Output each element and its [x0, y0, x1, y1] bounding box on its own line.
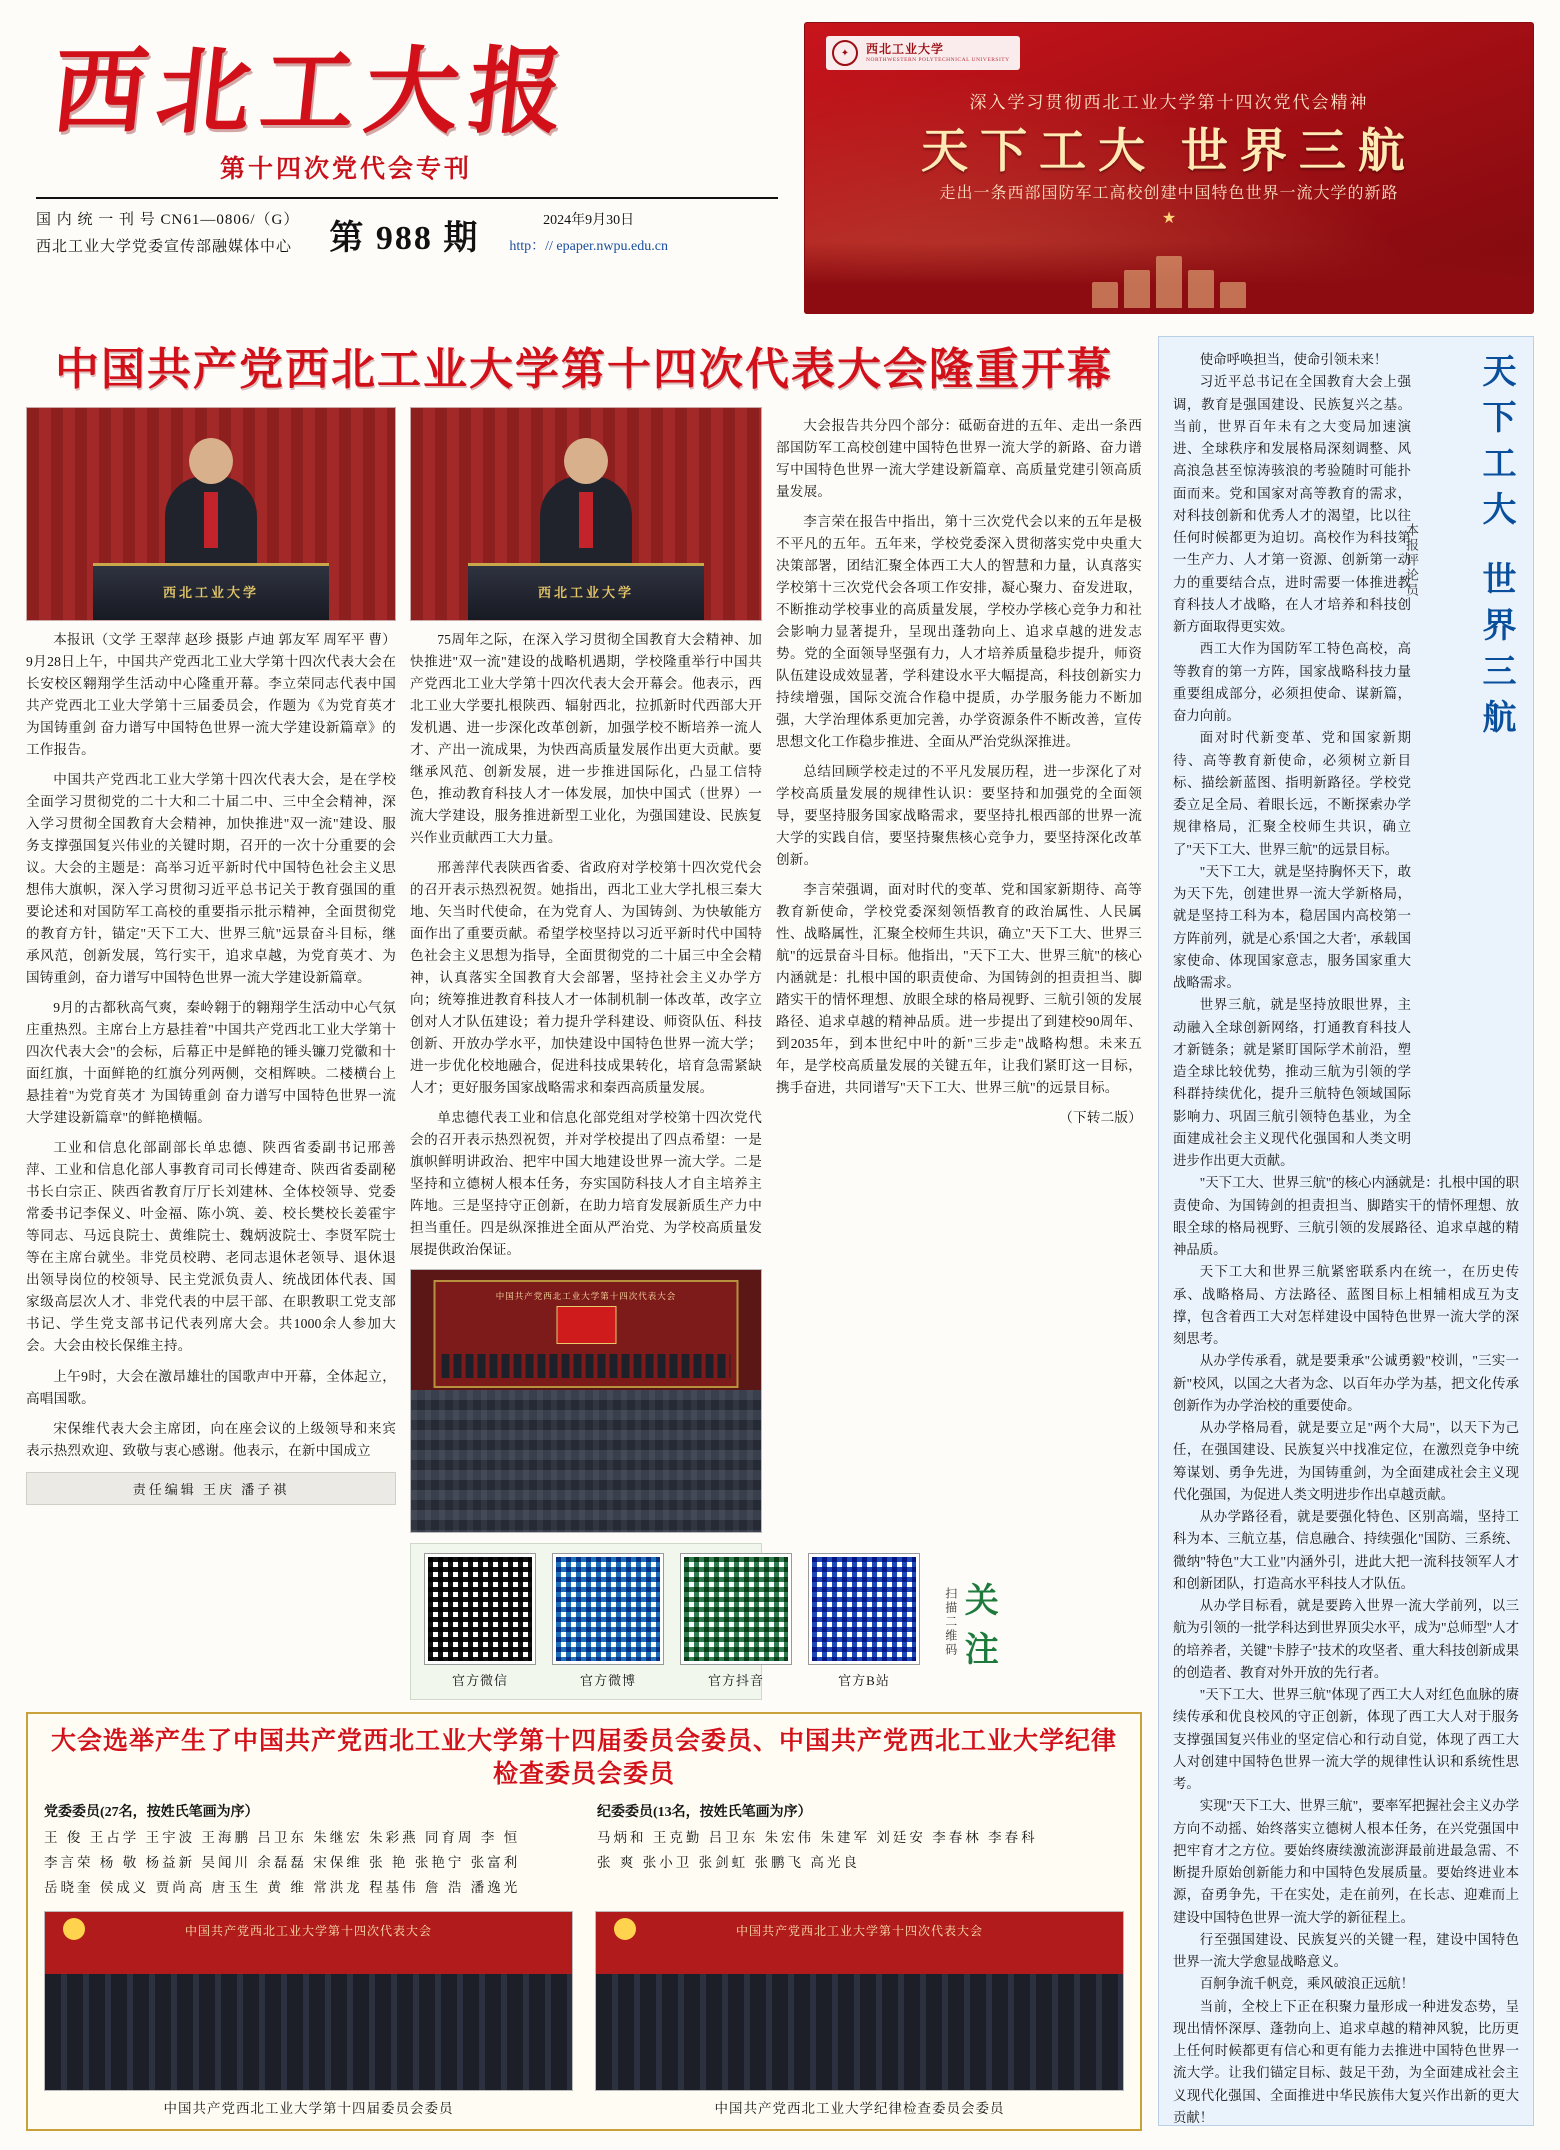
photo-speaker-1: [26, 407, 396, 621]
name-line: 马炳和 王克勤 吕卫东 朱宏伟 朱建军 刘廷安 李春林 李春科: [597, 1830, 1038, 1846]
group-photo-image: [44, 1911, 573, 2091]
commentary-column: [1158, 336, 1534, 2126]
group-photo-party-committee: [44, 1911, 573, 2117]
article-column-1: [26, 407, 396, 1700]
podium-label: 西北工业大学: [162, 585, 259, 600]
newspaper-subtitle: 第十四次党代会专刊: [219, 156, 472, 184]
commentary-paragraph: 西工大作为国防军工特色高校，高等教育的第一方阵，国家战略科技力量重要组成部分，必须担使命、谋新篇，奋力向前。: [1173, 641, 1411, 723]
scan-hint-text: 扫描二维码: [943, 1586, 958, 1657]
commentary-paragraph: 从办学路径看，就是要强化特色、区别高端，坚持工科为本、三航立基，信息融合、持续强化"国防、三系统、微纳"特色"大工业"内涵外引，进此大把一流科技领军人才和创新团队，打造高水平科技人才队伍。: [1173, 1509, 1519, 1591]
group-photo-banner: 中国共产党西北工业大学第十四次代表大会: [184, 1924, 432, 1939]
election-name-lists: [44, 1801, 1124, 1901]
star-icon: ★: [1161, 210, 1177, 227]
banner-slogan: 天下工大 世界三航: [921, 126, 1417, 178]
qr-label: 官方微博: [579, 1673, 636, 1689]
masthead-info-right: [509, 208, 668, 261]
masthead-info: [26, 199, 786, 261]
qr-code-row: [410, 1543, 1001, 1700]
qr-label: 官方B站: [838, 1673, 890, 1689]
commentary-paragraph: "天下工大、世界三航"的核心内涵就是：扎根中国的职责使命、为国铸剑的担责担当、脚踏实干的情怀理想、放眼全球的格局视野、三航引领的发展路径、追求卓越的精神品质。: [1173, 1175, 1519, 1257]
university-logo: [826, 36, 1020, 70]
group-photo-caption: 中国共产党西北工业大学纪律检查委员会委员: [714, 2101, 1005, 2117]
page-body: [26, 336, 1534, 2126]
group-photo-banner: 中国共产党西北工业大学第十四次代表大会: [735, 1924, 983, 1939]
commentary-paragraph: 行至强国建设、民族复兴的关键一程，建设中国特色世界一流大学愈显战略意义。: [1173, 1931, 1519, 1969]
group-photo-people: [596, 1974, 1123, 2090]
qr-label: 官方抖音: [707, 1673, 764, 1689]
photo-speaker-2: [410, 407, 762, 621]
newspaper-title: 西北工大报: [47, 37, 579, 147]
banner-line-top: 深入学习贯彻西北工业大学第十四次党代会精神: [969, 93, 1369, 112]
photo-person: [165, 476, 257, 572]
banner-gate-icon: [1092, 256, 1246, 308]
article-paragraph: 李言荣强调，面对时代的变革、党和国家新期待、高等教育新使命，学校党委深刻领悟教育的政治属性、人民属性、战略属性，汇聚全校师生共识，确立"天下工大、世界三航"的远景奋斗目标。他指出，"天下工大、世界三航"的核心内涵就是：扎根中国的职责使命、为国铸剑的担责担当、脚踏实干的情怀理想、放眼全球的格局视野、三航引领的发展路径、追求卓越的精神品质。进一步提出了到建校90周年、到2035年，到本世纪中叶的新"三步走"战略构想。未来五年，是学校高质量发展的关键五年，让我们紧盯这一目标，携手奋进，共同谱写"天下工大、世界三航"的远景目标。: [776, 882, 1142, 1096]
article-paragraph: 李言荣在报告中指出，第十三次党代会以来的五年是极不平凡的五年。五年来，学校党委深入贯彻落实党中央重大决策部署，团结汇聚全体西工大人的智慧和力量，认真落实学校第十三次党代会各项工作安排，凝心聚力、奋发进取，不断推动学校事业的高质量发展，学校办学核心竞争力和社会影响力显著提升，呈现出蓬勃向上、追求卓越的进发志势。党的全面领导坚强有力，人才培养质量稳步提升，师资队伍建设成效显著，学科建设水平大幅提高，科技创新实力持续增强，国际交流合作稳中提质，办学服务能力不断加强，大学治理体系更加完善，办学资源条件不断改善，宣传思想文化工作稳步推进、全面从严治党纵深推进。: [776, 514, 1142, 750]
commentary-paragraph: 世界三航，就是坚持放眼世界，主动融入全球创新网络，打通教育科技人才新链条；就是紧盯国际学术前沿，塑造全球比较优势，推动三航为引领的学科群持续优化，提升三航特色领域国际影响力、巩固三航引领特色基业，为全面建成社会主义现代化强国和人类文明进步作出更大贡献。: [1173, 997, 1411, 1168]
hall-audience: [411, 1390, 761, 1532]
commentary-paragraph: "天下工大，就是坚持胸怀天下，敢为天下先，创建世界一流大学新格局，就是坚持工科为本，稳居国内高校第一方阵前列，就是心系'国之大者'，承载国家使命、体现国家意志，服务国家重大战略需求。: [1173, 863, 1411, 990]
continuation-note: （下转二版）: [1059, 1110, 1142, 1126]
masthead-banner: [804, 22, 1534, 314]
main-article-area: [26, 336, 1142, 2126]
cn-serial-number: 国 内 统 一 刊 号 CN61—0806/（G）: [36, 212, 300, 229]
discipline-committee-list: [597, 1801, 1124, 1901]
publication-date: 2024年9月30日: [543, 212, 635, 228]
name-line: 李言荣 杨 敬 杨益新 吴闻川 余磊磊 宋保维 张 艳 张艳宁 张富利: [44, 1855, 521, 1871]
publisher-name: 西北工业大学党委宣传部融媒体中心: [36, 239, 293, 256]
photo-podium: [468, 563, 704, 620]
group-photo-caption: 中国共产党西北工业大学第十四届委员会委员: [163, 2101, 454, 2117]
article-paragraph: 邢善萍代表陕西省委、省政府对学校第十四次党代会的召开表示热烈祝贺。她指出，西北工业大学扎根三秦大地、矢当时代使命，在为党育人、为国铸剑、为快敏能方面作出了重要贡献。希望学校坚持以习近平新时代中国特色社会主义思想为指导，全面贯彻党的二十届三中全会精神，认真落实全国教育大会部署，坚持社会主义办学方向；统筹推进教育科技人才一体制机制一体改革，改字立创对人才队伍建设；着力提升学科建设、师资队伍、科技创新、开放办学水平，加快建设中国特色世界一流大学；进一步优化校地融合，促进科技成果转化，培育急需紧缺人才；更好服务国家战略需求和秦西高质量发展。: [410, 860, 762, 1096]
article-paragraph: 总结回顾学校走过的不平凡发展历程，进一步深化了对学校高质量发展的规律性认识：要坚持和加强党的全面领导，要坚持服务国家战略需求，要坚持扎根西部的世界一流大学的实践自信，要坚持聚焦核心竞争力，要坚持深化改革创新。: [776, 764, 1142, 868]
epaper-url[interactable]: http：// epaper.nwpu.edu.cn: [509, 239, 668, 255]
party-committee-list: [44, 1801, 571, 1901]
commentary-title: 天下工大 世界三航: [1476, 353, 1516, 745]
article-paragraph: 宋保维代表大会主席团，向在座会议的上级领导和来宾表示热烈欢迎、致敬与衷心感谢。他表示，在新中国成立: [26, 1420, 396, 1458]
commentary-paragraph: 从办学传承看，就是要秉承"公诚勇毅"校训，"三实一新"校风，以国之大者为念、以百年办学为基，把文化传承创新作为办学治校的重要使命。: [1173, 1353, 1519, 1413]
election-results-box: [26, 1712, 1142, 2131]
university-logo-en: NORTHWESTERN POLYTECHNICAL UNIVERSITY: [866, 56, 1010, 63]
masthead: [26, 22, 1534, 322]
qr-item-weibo[interactable]: [553, 1554, 663, 1689]
qr-item-douyin[interactable]: [681, 1554, 791, 1689]
podium-label: 西北工业大学: [537, 585, 634, 600]
photo-podium: [93, 563, 329, 620]
name-line: 岳晓奎 侯成义 贾尚高 唐玉生 黄 维 常洪龙 程基伟 詹 浩 潘逸光: [44, 1880, 521, 1896]
issue-number: 第 988 期: [329, 219, 480, 257]
hall-stage-seating: [442, 1354, 731, 1378]
article-paragraph: 上午9时，大会在激昂雄壮的国歌声中开幕，全体起立，高唱国歌。: [26, 1368, 396, 1406]
article-paragraph: 本报讯（文学 王翠萍 赵珍 摄影 卢迪 郭友军 周军平 曹）9月28日上午，中国共产党西北工业大学第十四次代表大会在长安校区翱翔学生活动中心隆重开幕。李立荣同志代表中国共产党西北工业大学第十三届委员会，作题为《为党育英才 为国铸重剑 奋力谱写中国特色世界一流大学建设新篇章》的工作报告。: [26, 632, 396, 758]
article-paragraph: 单忠德代表工业和信息化部党组对学校第十四次党代会的召开表示热烈祝贺，并对学校提出了四点希望：一是旗帜鲜明讲政治、把牢中国大地建设世界一流大学。二是坚持和立德树人根本任务，夯实国防科技人才自主培养主阵地。三是坚持守正创新，在助力培育发展新质生产力中担当重任。四是纵深推进全面从严治党、为学校高质量发展提供政治保证。: [410, 1110, 762, 1258]
discipline-committee-heading: 纪委委员(13名，按姓氏笔画为序）: [597, 1805, 812, 1821]
commentary-paragraph: 百舸争流千帆竞，乘风破浪正远航！: [1199, 1976, 1415, 1992]
commentary-paragraph: 面对时代新变革、党和国家新期待、高等教育新使命，必须树立新目标、描绘新蓝图、指明新路径。学校党委立足全局、着眼长远，不断探索办学规律格局，汇聚全校师生共识，确立了"天下工大、世界三航"的远景目标。: [1173, 730, 1411, 857]
commentary-paragraph: 从办学目标看，就是要跨入世界一流大学前列，以三航为引领的一批学科达到世界顶尖水平，成为"总师型"人才的培养者，关键"卡脖子"技术的攻坚者、重大科技创新成果的创造者、教育对外开放的先行者。: [1173, 1598, 1519, 1680]
banner-line-bottom: 走出一条西部国防军工高校创建中国特色世界一流大学的新路: [939, 185, 1399, 202]
qr-code-icon[interactable]: [681, 1554, 791, 1664]
article-paragraph: 9月的古都秋高气爽，秦岭翱于的翱翔学生活动中心气氛庄重热烈。主席台上方悬挂着"中国共产党西北工业大学第十四次代表大会"的会标，后幕正中是鲜艳的锤头镰刀党徽和十面红旗，十面鲜艳的红旗分列两侧，交相辉映。二楼横台上悬挂着"为党育英才 为国铸重剑 奋力谱写中国特色世界一流大学建设新篇章"的鲜艳横幅。: [26, 1000, 396, 1126]
party-committee-heading: 党委委员(27名，按姓氏笔画为序）: [44, 1805, 259, 1821]
university-logo-cn: 西北工业大学: [866, 42, 945, 57]
article-column-3: [776, 407, 1142, 1700]
photo-conference-hall: [410, 1269, 762, 1533]
qr-code-icon[interactable]: [553, 1554, 663, 1664]
qr-item-wechat[interactable]: [425, 1554, 535, 1689]
name-line: 张 爽 张小卫 张剑虹 张鹏飞 高光良: [597, 1855, 860, 1871]
article-paragraph: 75周年之际，在深入学习贯彻全国教育大会精神、加快推进"双一流"建设的战略机遇期，学校隆重举行中国共产党西北工业大学第十四次代表大会开幕会。他表示，西北工业大学要扎根陕西、辐射西北，拉抓新时代西部大开发机遇、进一步深化改革创新，加强学校不断培养一流人才、产出一流成果，为快西高质量发展作出更大贡献。要继承风范、创新发展，进一步推进国际化，凸显工信特色，推动教育科技人才一体发展，加快中国式（世界）一流大学建设，服务推进新型工业化，为强国建设、民族复兴作业贡献西工大力量。: [410, 632, 762, 846]
masthead-info-left: [36, 207, 299, 261]
name-line: 王 俊 王占学 王宇波 王海鹏 吕卫东 朱继宏 朱彩燕 同育周 李 恒: [44, 1830, 521, 1846]
article-paragraph: 中国共产党西北工业大学第十四次代表大会，是在学校全面学习贯彻党的二十大和二十届二中、三中全会精神，深入学习贯彻全国教育大会精神，加快推进"双一流"建设、服务支撑强国复兴伟业的关键时期，召开的一次十分重要的会议。大会的主题是：高举习近平新时代中国特色社会主义思想伟大旗帜，深入学习贯彻习近平总书记关于教育强国的重要论述和对国防军工高校的重要指示批示精神，全面贯彻党的教育方针，锚定"天下工大、世界三航"远景奋斗目标，继承风范，创新发展，笃行实干，追求卓越，为党育英才、为国铸重剑，奋力谱写中国特色世界一流大学建设新篇章。: [26, 772, 396, 986]
article-paragraph: 工业和信息化部副部长单忠德、陕西省委副书记邢善萍、工业和信息化部人事教育司司长傅建奇、陕西省委副秘书长白宗正、陕西省教育厅厅长刘建林、全体校领导、党委常委书记李保义、叶金福、陈小筑、姜、校长樊校长姜霍宇等同志、马远良院士、黄维院士、魏炳波院士、李贤军院士等在主席台就坐。非党员校聘、老同志退休老领导、退休退出领导岗位的校领导、民主党派负责人、统战团体代表、国家级高层次人才、非党代表的中层干部、在职教职工党支部书记、学生党支部书记代表列席大会。共1000余人参加大会。大会由校长保维主持。: [26, 1140, 396, 1354]
group-photo-discipline-committee: [595, 1911, 1124, 2117]
commentary-paragraph: 从办学格局看，就是要立足"两个大局"，以天下为己任，在强国建设、民族复兴中找准定位，在激烈竞争中统筹谋划、勇争先进，为国铸重剑，为全面建成社会主义现代化强国，为促进人类文明进步作出卓越贡献。: [1173, 1420, 1519, 1502]
masthead-left: [26, 22, 786, 261]
qr-code-icon[interactable]: [425, 1554, 535, 1664]
article-columns: [26, 407, 1142, 1700]
follow-label: 关注: [964, 1582, 1001, 1669]
hall-flag-icon: [556, 1306, 616, 1344]
photo-person: [540, 476, 632, 572]
university-seal-icon: ✦: [832, 40, 858, 66]
commentary-paragraph: 使命呼唤担当，使命引领未来！: [1199, 352, 1388, 367]
page-headline: 中国共产党西北工业大学第十四次代表大会隆重开幕: [55, 344, 1113, 395]
election-title: 大会选举产生了中国共产党西北工业大学第十四届委员会委员、中国共产党西北工业大学纪律检查委员会委员: [50, 1728, 1117, 1788]
group-photos: [44, 1911, 1124, 2117]
commentary-paragraph: 天下工大和世界三航紧密联系内在统一，在历史传承、战略格局、方法路径、蓝图目标上相辅相成互为支撑，包含着西工大对怎样建设中国特色世界一流大学的深刻思考。: [1173, 1264, 1519, 1346]
article-paragraph: 大会报告共分四个部分：砥砺奋进的五年、走出一条西部国防军工高校创建中国特色世界一流大学的新路、奋力谱写中国特色世界一流大学建设新篇章、高质量党建引领高质量发展。: [776, 418, 1142, 500]
editor-byline: 责任编辑 王庆 潘子祺: [26, 1472, 396, 1505]
commentary-paragraph: 实现"天下工大、世界三航"，要率军把握社会主义办学方向不动摇、始终落实立德树人根本任务，在兴党强国中把牢育才之方位。要始终赓续激流澎湃最前进最急需、不断提升原始创新能力和中国特色发展质量。要始终进业本源，奋勇争先，干在实处，走在前列，在长志、迎难而上建设中国特色世界一流大学的新征程上。: [1173, 1798, 1519, 1925]
commentary-paragraph: 习近平总书记在全国教育大会上强调，教育是强国建设、民族复兴之基。当前，世界百年未有之大变局加速演进、全球秩序和发展格局深刻调整、风高浪急甚至惊涛骇浪的考验随时可能扑面而来。党和国家对高等教育的需求，对科技创新和优秀人才的渴望，比以往任何时候都更为迫切。高校作为科技第一生产力、人才第一资源、创新第一动力的重要结合点，进时需要一体推进教育科技人才战略，在人才培养和科技创新方面取得更实效。: [1173, 374, 1411, 634]
commentary-author: 本报评论员: [1404, 523, 1419, 598]
qr-label: 官方微信: [451, 1673, 508, 1689]
commentary-paragraph: "天下工大、世界三航"体现了西工大人对红色血脉的赓续传承和优良校风的守正创新，体现了西工大人对于服务支撑强国复兴伟业的坚定信心和行动自觉，体现了西工大人对创建中国特色世界一流大学的规律性认识和系统性思考。: [1173, 1687, 1519, 1791]
group-photo-image: [595, 1911, 1124, 2091]
commentary-paragraph: 当前，全校上下正在积聚力量形成一种进发态势，呈现出情怀深厚、蓬勃向上、追求卓越的精神风貌，比历更上任何时候都更有信心和更有能力去推进中国特色世界一流大学。让我们锚定目标、鼓足干劲，为全面建成社会主义现代化强国、全面推进中华民族伟大复兴作出新的更大贡献！: [1173, 1998, 1519, 2125]
hall-banner-text: 中国共产党西北工业大学第十四次代表大会: [495, 1291, 677, 1302]
hall-stage: [434, 1280, 739, 1388]
group-photo-people: [45, 1974, 572, 2090]
